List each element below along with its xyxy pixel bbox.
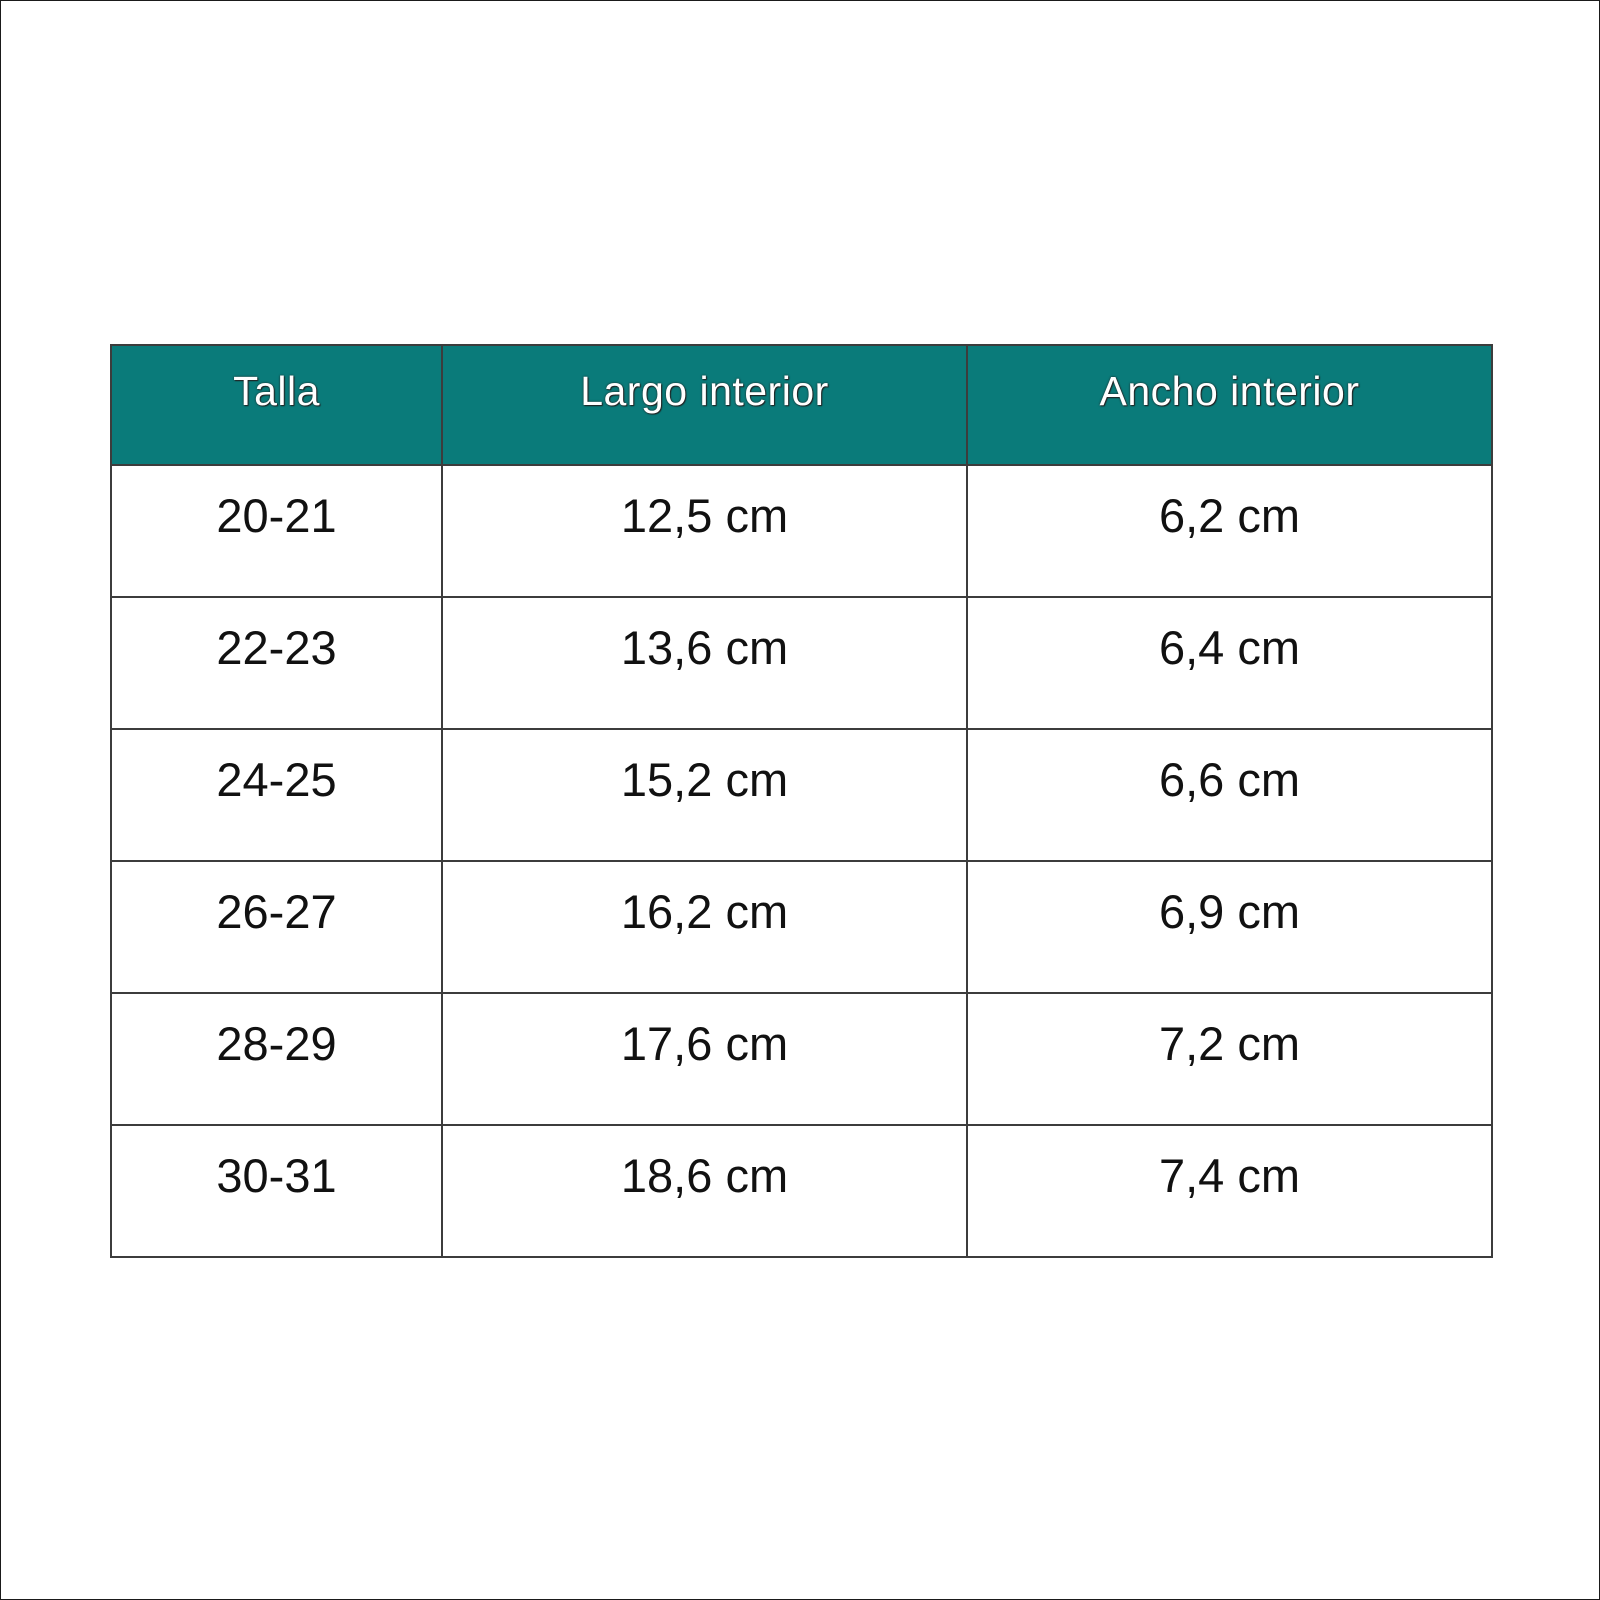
table-row: [111, 1125, 1492, 1257]
cell-size: 20-21: [111, 465, 442, 597]
cell-inner-width: 6,9 cm: [967, 861, 1492, 993]
header-row: [111, 345, 1492, 465]
cell-inner-length: 16,2 cm: [442, 861, 967, 993]
table-header: [111, 345, 1492, 465]
size-chart-table: [110, 344, 1493, 1258]
cell-inner-length: 18,6 cm: [442, 1125, 967, 1257]
cell-size: 28-29: [111, 993, 442, 1125]
cell-inner-width: 6,2 cm: [967, 465, 1492, 597]
cell-inner-width: 6,6 cm: [967, 729, 1492, 861]
table-row: [111, 993, 1492, 1125]
table-row: [111, 597, 1492, 729]
cell-inner-length: 13,6 cm: [442, 597, 967, 729]
header-size: Talla: [111, 345, 442, 465]
cell-inner-width: 7,4 cm: [967, 1125, 1492, 1257]
table-row: [111, 465, 1492, 597]
header-inner-width: Ancho interior: [967, 345, 1492, 465]
cell-inner-length: 12,5 cm: [442, 465, 967, 597]
table-body: [111, 465, 1492, 1257]
cell-size: 30-31: [111, 1125, 442, 1257]
cell-inner-width: 6,4 cm: [967, 597, 1492, 729]
cell-inner-length: 17,6 cm: [442, 993, 967, 1125]
table-row: [111, 861, 1492, 993]
table-row: [111, 729, 1492, 861]
cell-inner-length: 15,2 cm: [442, 729, 967, 861]
cell-inner-width: 7,2 cm: [967, 993, 1492, 1125]
cell-size: 26-27: [111, 861, 442, 993]
cell-size: 24-25: [111, 729, 442, 861]
cell-size: 22-23: [111, 597, 442, 729]
header-inner-length: Largo interior: [442, 345, 967, 465]
